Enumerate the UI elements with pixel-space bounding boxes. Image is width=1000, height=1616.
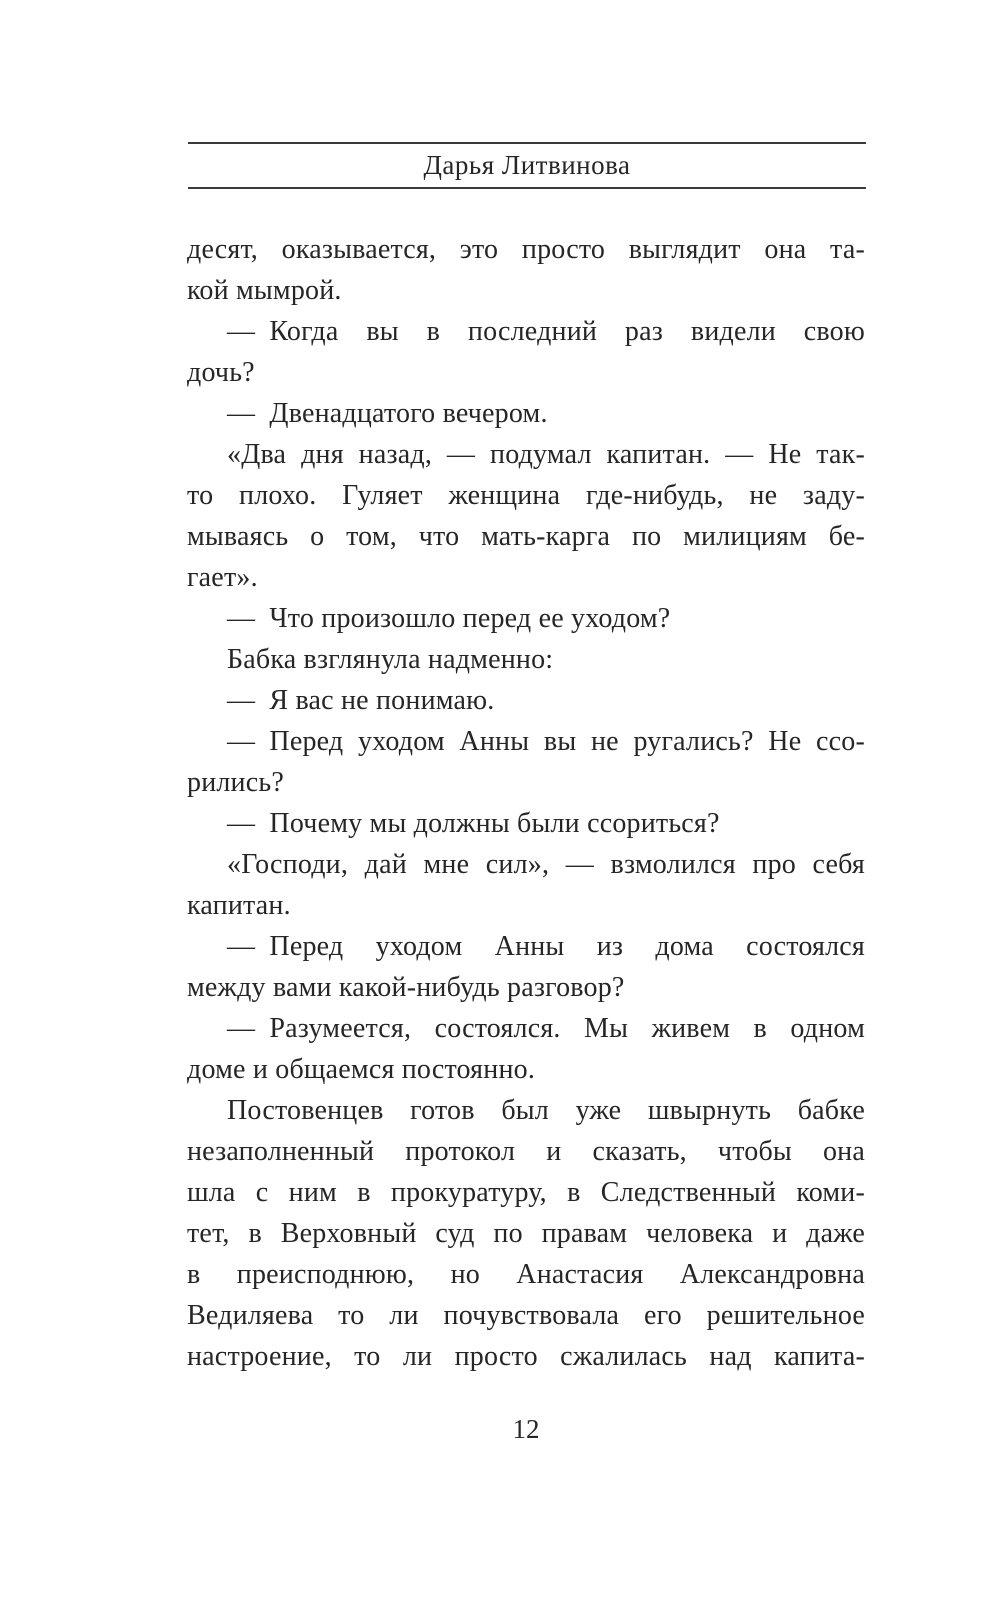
author-name: Дарья Литвинова xyxy=(423,150,631,180)
text-line: тет, в Верховный суд по правам человека и даже xyxy=(187,1218,865,1249)
text-line: — Двенадцатого вечером. xyxy=(227,398,548,429)
text-line: то плохо. Гуляет женщина где-нибудь, не заду- xyxy=(187,480,865,511)
text-line: незаполненный протокол и сказать, чтобы она xyxy=(187,1136,865,1167)
text-line: капитан. xyxy=(187,890,291,921)
text-line: шла с ним в прокуратуру, в Следственный коми- xyxy=(187,1177,865,1208)
text-line: в преисподнюю, но Анастасия Александровна xyxy=(187,1259,865,1290)
body-text xyxy=(187,229,865,1377)
text-line: — Разумеется, состоялся. Мы живем в одном xyxy=(227,1013,865,1044)
text-line: дочь? xyxy=(187,357,255,388)
text-line: — Перед уходом Анны вы не ругались? Не ссо- xyxy=(227,726,865,757)
text-line: — Почему мы должны были ссориться? xyxy=(227,808,720,839)
page-header xyxy=(188,142,866,189)
text-line: — Когда вы в последний раз видели свою xyxy=(227,316,865,347)
text-line: между вами какой-нибудь разговор? xyxy=(187,972,625,1003)
text-line: — Что произошло перед ее уходом? xyxy=(227,603,671,634)
text-line: — Я вас не понимаю. xyxy=(227,685,495,716)
text-line: мываясь о том, что мать-карга по милициям бе- xyxy=(187,521,865,552)
text-line: Бабка взглянула надменно: xyxy=(227,644,554,675)
text-line: «Два дня назад, — подумал капитан. — Не так- xyxy=(227,439,865,470)
text-line: — Перед уходом Анны из дома состоялся xyxy=(227,931,865,962)
text-line: кой мымрой. xyxy=(187,275,342,306)
text-line: десят, оказывается, это просто выглядит она та- xyxy=(187,234,865,265)
text-line: настроение, то ли просто сжалилась над капита- xyxy=(187,1341,865,1372)
page-number: 12 xyxy=(512,1414,540,1444)
text-line: «Господи, дай мне сил», — взмолился про себя xyxy=(227,849,865,880)
text-line: рились? xyxy=(187,767,284,798)
text-line: Ведиляева то ли почувствовала его решительное xyxy=(187,1300,865,1331)
text-line: Постовенцев готов был уже швырнуть бабке xyxy=(227,1095,865,1126)
text-line: гает». xyxy=(187,562,258,593)
text-line: доме и общаемся постоянно. xyxy=(187,1054,536,1085)
